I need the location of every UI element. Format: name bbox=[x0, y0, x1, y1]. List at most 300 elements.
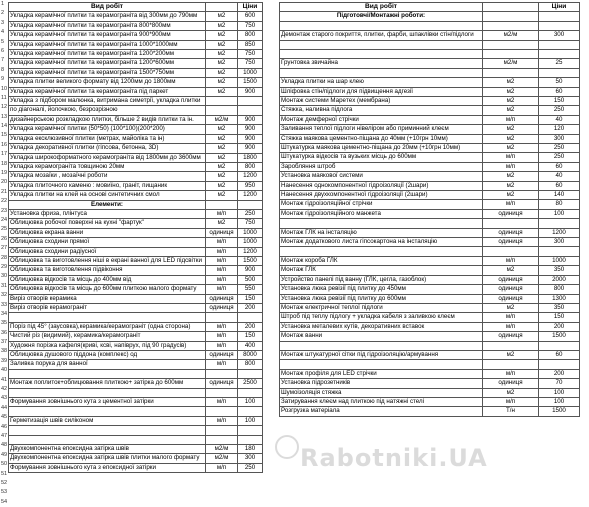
price-cell[interactable]: 60 bbox=[539, 350, 580, 359]
work-name-cell[interactable]: Розгрузка матеріала bbox=[280, 407, 483, 416]
unit-cell[interactable] bbox=[206, 313, 238, 322]
work-name-cell[interactable]: Укладка керамограніта товщиною 20мм bbox=[9, 162, 206, 171]
work-name-cell[interactable] bbox=[280, 50, 483, 59]
unit-cell[interactable]: м/п bbox=[206, 275, 238, 284]
price-cell[interactable]: 900 bbox=[238, 266, 263, 275]
work-name-cell[interactable]: Установка металевих кутів, декоративних вставок bbox=[280, 322, 483, 331]
price-cell[interactable]: 1000 bbox=[238, 68, 263, 77]
unit-cell[interactable]: м2 bbox=[483, 97, 539, 106]
unit-cell[interactable] bbox=[206, 388, 238, 397]
work-name-cell[interactable]: Виріз отворів керамика bbox=[9, 294, 206, 303]
row-number[interactable]: 41 bbox=[1, 376, 8, 383]
work-name-cell[interactable] bbox=[9, 313, 206, 322]
unit-cell[interactable]: м2 bbox=[483, 350, 539, 359]
price-cell[interactable]: 900 bbox=[238, 87, 263, 96]
price-cell[interactable]: 50 bbox=[539, 78, 580, 87]
row-number[interactable]: 4 bbox=[1, 29, 5, 36]
price-cell[interactable]: 600 bbox=[238, 12, 263, 21]
unit-cell[interactable]: м/п bbox=[483, 153, 539, 162]
price-cell[interactable] bbox=[539, 12, 580, 21]
price-cell[interactable]: 1000 bbox=[238, 228, 263, 237]
work-name-cell[interactable]: Монтаж гідроізоляційного манжета bbox=[280, 209, 483, 218]
header-price[interactable]: Ціни bbox=[238, 3, 263, 12]
work-name-cell[interactable]: Двухкомпонентна епоксидна затірка швів плитки малого формату bbox=[9, 454, 206, 463]
unit-cell[interactable]: м2 bbox=[206, 153, 238, 162]
section-label[interactable]: Елементи: bbox=[9, 200, 206, 209]
work-name-cell[interactable]: Шліфовка стін/підлоги для підвищення адгезії bbox=[280, 87, 483, 96]
row-number[interactable]: 25 bbox=[1, 226, 8, 233]
work-name-cell[interactable]: Формування зовнішнього кута з цементної затірки bbox=[9, 398, 206, 407]
unit-cell[interactable]: м2 bbox=[206, 40, 238, 49]
work-name-cell[interactable]: Облицювка робочої поверхні на кухні "фартук" bbox=[9, 219, 206, 228]
price-cell[interactable]: 250 bbox=[539, 144, 580, 153]
work-name-cell[interactable]: Художня порізка кафеля(криві, ксві, напіврух, під 90 градусів) bbox=[9, 341, 206, 350]
row-number[interactable]: 46 bbox=[1, 423, 8, 430]
row-number[interactable]: 29 bbox=[1, 263, 8, 270]
work-name-cell[interactable]: Установка підрозетників bbox=[280, 379, 483, 388]
unit-cell[interactable]: одиниця bbox=[206, 304, 238, 313]
unit-cell[interactable]: м2/м bbox=[206, 115, 238, 124]
unit-cell[interactable]: м2 bbox=[206, 191, 238, 200]
unit-cell[interactable] bbox=[483, 40, 539, 49]
work-name-cell[interactable]: Шумоізоляція стяжка bbox=[280, 388, 483, 397]
header-work-type[interactable]: Вид робіт bbox=[9, 3, 206, 12]
unit-cell[interactable]: одиниця bbox=[483, 294, 539, 303]
unit-cell[interactable]: м/п bbox=[206, 341, 238, 350]
section-label[interactable]: Підготовчі/Монтажні роботи: bbox=[280, 12, 483, 21]
price-cell[interactable] bbox=[539, 341, 580, 350]
price-cell[interactable]: 120 bbox=[539, 125, 580, 134]
work-name-cell[interactable]: Установка фриза, плінтуса bbox=[9, 209, 206, 218]
price-cell[interactable]: 900 bbox=[238, 134, 263, 143]
work-name-cell[interactable]: Формування зовнішнього кута з епоксидної затірки bbox=[9, 463, 206, 472]
row-number[interactable]: 50 bbox=[1, 461, 8, 468]
price-cell[interactable]: 150 bbox=[539, 313, 580, 322]
work-name-cell[interactable]: Укладка керамічної плитки та керамограніта під паркет bbox=[9, 87, 206, 96]
price-cell[interactable] bbox=[238, 97, 263, 106]
price-cell[interactable]: 150 bbox=[539, 97, 580, 106]
work-name-cell[interactable]: Двухкомпонентна епоксидна затірка швів bbox=[9, 445, 206, 454]
unit-cell[interactable]: м2/м bbox=[483, 31, 539, 40]
price-cell[interactable]: 250 bbox=[238, 209, 263, 218]
work-name-cell[interactable]: дизайнерською розкладкою плитки, більше 2 видів плитки та ін. bbox=[9, 115, 206, 124]
unit-cell[interactable]: м/п bbox=[483, 322, 539, 331]
work-name-cell[interactable]: Установка люка ревізії під плитку до 600мм bbox=[280, 294, 483, 303]
row-number[interactable]: 35 bbox=[1, 320, 8, 327]
price-cell[interactable]: 1500 bbox=[539, 332, 580, 341]
work-name-cell[interactable]: Стяжка маякова цементно-піщана до 40мм (+10грн 10мм) bbox=[280, 134, 483, 143]
unit-cell[interactable] bbox=[206, 106, 238, 115]
price-cell[interactable]: 800 bbox=[539, 285, 580, 294]
unit-cell[interactable]: м2 bbox=[206, 219, 238, 228]
unit-cell[interactable]: м2 bbox=[483, 172, 539, 181]
unit-cell[interactable] bbox=[206, 426, 238, 435]
row-number[interactable]: 9 bbox=[1, 76, 5, 83]
row-number[interactable]: 36 bbox=[1, 329, 8, 336]
price-cell[interactable]: 60 bbox=[539, 87, 580, 96]
row-number[interactable]: 11 bbox=[1, 94, 7, 101]
unit-cell[interactable]: м2 bbox=[206, 21, 238, 30]
price-cell[interactable] bbox=[238, 407, 263, 416]
price-cell[interactable] bbox=[539, 40, 580, 49]
work-name-cell[interactable]: Облицювка та виготовлення ніші в екрані ванної для LED підсвітки bbox=[9, 256, 206, 265]
work-name-cell[interactable]: Устройство панелі під ванну (ГЛК, цегла, газоблок) bbox=[280, 275, 483, 284]
row-number[interactable]: 19 bbox=[1, 170, 8, 177]
unit-cell[interactable]: м2 bbox=[206, 31, 238, 40]
price-cell[interactable]: 1200 bbox=[238, 247, 263, 256]
work-name-cell[interactable]: Облицювка сходини радіусної bbox=[9, 247, 206, 256]
price-cell[interactable]: 800 bbox=[238, 31, 263, 40]
price-cell[interactable]: 2000 bbox=[539, 275, 580, 284]
price-cell[interactable]: 300 bbox=[539, 134, 580, 143]
price-cell[interactable]: 100 bbox=[238, 416, 263, 425]
price-cell[interactable]: 400 bbox=[238, 341, 263, 350]
work-name-cell[interactable]: Монтаж демферної стрічки bbox=[280, 115, 483, 124]
unit-cell[interactable]: м2 bbox=[483, 181, 539, 190]
row-number[interactable]: 7 bbox=[1, 57, 5, 64]
unit-cell[interactable]: м/п bbox=[206, 416, 238, 425]
work-name-cell[interactable]: Монтаж електричної теплої підлоги bbox=[280, 303, 483, 312]
row-number[interactable]: 27 bbox=[1, 245, 8, 252]
work-name-cell[interactable]: Заробляння штроб bbox=[280, 162, 483, 171]
work-name-cell[interactable]: Монтаж ГЛК bbox=[280, 266, 483, 275]
header-price[interactable]: Ціни bbox=[539, 3, 580, 12]
unit-cell[interactable]: одиниця bbox=[483, 379, 539, 388]
work-name-cell[interactable]: Укладка керамічної плитки та керамограніта від 300мм до 790мм bbox=[9, 12, 206, 21]
work-name-cell[interactable]: Укладка з підбором малюнка, витримана симетрії, укладка плитки bbox=[9, 97, 206, 106]
work-name-cell[interactable] bbox=[9, 369, 206, 378]
row-number[interactable]: 6 bbox=[1, 47, 5, 54]
unit-cell[interactable]: м/п bbox=[206, 238, 238, 247]
row-number[interactable]: 1 bbox=[1, 1, 5, 7]
unit-cell[interactable]: одиниця bbox=[483, 238, 539, 247]
work-name-cell[interactable]: Облицювка екрана ванни bbox=[9, 228, 206, 237]
row-number[interactable]: 26 bbox=[1, 235, 8, 242]
work-name-cell[interactable]: Монтаж ГЛК на інсталяцію bbox=[280, 228, 483, 237]
price-cell[interactable]: 350 bbox=[539, 303, 580, 312]
unit-cell[interactable] bbox=[206, 369, 238, 378]
price-cell[interactable]: 70 bbox=[539, 379, 580, 388]
row-number[interactable]: 47 bbox=[1, 432, 8, 439]
unit-cell[interactable]: м/п bbox=[483, 397, 539, 406]
unit-cell[interactable] bbox=[483, 68, 539, 77]
work-name-cell[interactable]: Виріз отворів керамограніт bbox=[9, 304, 206, 313]
unit-cell[interactable]: м/п bbox=[483, 313, 539, 322]
unit-cell[interactable]: м/п bbox=[206, 463, 238, 472]
unit-cell[interactable] bbox=[483, 219, 539, 228]
unit-cell[interactable]: м/п bbox=[206, 256, 238, 265]
unit-cell[interactable]: м/п bbox=[206, 322, 238, 331]
price-cell[interactable]: 800 bbox=[238, 162, 263, 171]
work-name-cell[interactable] bbox=[9, 388, 206, 397]
row-number[interactable]: 38 bbox=[1, 348, 8, 355]
price-cell[interactable]: 350 bbox=[539, 266, 580, 275]
unit-cell[interactable] bbox=[206, 407, 238, 416]
row-number[interactable]: 23 bbox=[1, 207, 8, 214]
work-name-cell[interactable]: Грунтовка звичайна bbox=[280, 59, 483, 68]
price-cell[interactable]: 750 bbox=[238, 59, 263, 68]
price-cell[interactable] bbox=[238, 106, 263, 115]
price-cell[interactable]: 40 bbox=[539, 172, 580, 181]
work-name-cell[interactable] bbox=[280, 40, 483, 49]
unit-cell[interactable]: одиниця bbox=[483, 285, 539, 294]
unit-cell[interactable]: м2 bbox=[206, 87, 238, 96]
price-cell[interactable] bbox=[539, 68, 580, 77]
price-cell[interactable] bbox=[539, 50, 580, 59]
unit-cell[interactable]: м2 bbox=[206, 12, 238, 21]
work-name-cell[interactable] bbox=[280, 247, 483, 256]
work-name-cell[interactable]: Укладка керамічної плитки (50*50) (100*100)(200*200) bbox=[9, 125, 206, 134]
row-number[interactable]: 18 bbox=[1, 160, 8, 167]
work-name-cell[interactable]: Монтаж гідроізоляційної стрічки bbox=[280, 200, 483, 209]
unit-cell[interactable]: м2 bbox=[483, 106, 539, 115]
row-number[interactable]: 30 bbox=[1, 273, 8, 280]
row-number[interactable]: 37 bbox=[1, 339, 8, 346]
work-name-cell[interactable]: Монтаж додаткового листа гіпсокартона на інсталяцію bbox=[280, 238, 483, 247]
price-cell[interactable]: 1800 bbox=[238, 153, 263, 162]
work-name-cell[interactable]: Укладка керамічної плитки та керамограніта 800*800мм bbox=[9, 21, 206, 30]
row-number[interactable]: 45 bbox=[1, 414, 8, 421]
row-number[interactable]: 5 bbox=[1, 38, 5, 45]
price-cell[interactable]: 750 bbox=[238, 219, 263, 228]
row-number[interactable]: 8 bbox=[1, 66, 5, 73]
work-name-cell[interactable]: Укладка керамічної плитки та керамограніта 900*900мм bbox=[9, 31, 206, 40]
row-number[interactable]: 53 bbox=[1, 489, 8, 496]
price-cell[interactable]: 80 bbox=[539, 200, 580, 209]
unit-cell[interactable]: м2 bbox=[483, 125, 539, 134]
row-number[interactable]: 54 bbox=[1, 498, 8, 505]
work-name-cell[interactable]: Герметизація швів силіконом bbox=[9, 416, 206, 425]
row-number[interactable]: 43 bbox=[1, 395, 8, 402]
unit-cell[interactable]: м/п bbox=[206, 360, 238, 369]
price-cell[interactable]: 2500 bbox=[238, 379, 263, 388]
price-cell[interactable] bbox=[238, 200, 263, 209]
work-name-cell[interactable]: Укладка декоративної плитки (гіпсова, бетонна, 3D) bbox=[9, 144, 206, 153]
unit-cell[interactable]: м/п bbox=[483, 162, 539, 171]
work-name-cell[interactable] bbox=[280, 360, 483, 369]
unit-cell[interactable]: м/п bbox=[483, 256, 539, 265]
unit-cell[interactable]: одиниця bbox=[206, 351, 238, 360]
work-name-cell[interactable]: Укладка плитки великого формату від 1200мм до 1800мм bbox=[9, 78, 206, 87]
unit-cell[interactable]: м2 bbox=[206, 172, 238, 181]
row-number[interactable]: 39 bbox=[1, 357, 8, 364]
row-number[interactable]: 44 bbox=[1, 404, 8, 411]
row-number[interactable]: 31 bbox=[1, 282, 8, 289]
price-cell[interactable]: 1500 bbox=[539, 407, 580, 416]
unit-cell[interactable]: м2/м bbox=[483, 59, 539, 68]
work-name-cell[interactable]: Укладка мозаїки , мозаїчні роботи bbox=[9, 172, 206, 181]
unit-cell[interactable]: м2 bbox=[483, 78, 539, 87]
unit-cell[interactable]: м2/м bbox=[206, 454, 238, 463]
unit-cell[interactable]: одиниця bbox=[483, 228, 539, 237]
price-cell[interactable]: 1200 bbox=[539, 228, 580, 237]
price-cell[interactable]: 250 bbox=[539, 106, 580, 115]
work-name-cell[interactable]: Укладка керамічної плитки та керамограніта 1200*200мм bbox=[9, 50, 206, 59]
price-cell[interactable]: 100 bbox=[238, 398, 263, 407]
price-cell[interactable] bbox=[539, 360, 580, 369]
work-name-cell[interactable] bbox=[9, 435, 206, 444]
header-unit[interactable] bbox=[206, 3, 238, 12]
unit-cell[interactable] bbox=[483, 360, 539, 369]
unit-cell[interactable] bbox=[483, 21, 539, 30]
work-name-cell[interactable]: Укладка керамічної плитки та керамограніта 1500*750мм bbox=[9, 68, 206, 77]
price-cell[interactable]: 300 bbox=[539, 238, 580, 247]
price-cell[interactable]: 750 bbox=[238, 21, 263, 30]
row-number[interactable]: 40 bbox=[1, 367, 8, 374]
unit-cell[interactable]: м2 bbox=[483, 134, 539, 143]
row-number[interactable]: 3 bbox=[1, 19, 5, 26]
price-cell[interactable] bbox=[238, 435, 263, 444]
work-name-cell[interactable]: Заливання теплої підлоги нівеліром або приминний клеєм bbox=[280, 125, 483, 134]
unit-cell[interactable]: одиниця bbox=[483, 332, 539, 341]
unit-cell[interactable]: м2/м bbox=[206, 445, 238, 454]
work-name-cell[interactable] bbox=[9, 407, 206, 416]
unit-cell[interactable]: м2 bbox=[206, 134, 238, 143]
row-number[interactable]: 34 bbox=[1, 310, 8, 317]
work-name-cell[interactable]: Укладка плитки на шар клею bbox=[280, 78, 483, 87]
unit-cell[interactable]: м/п bbox=[206, 209, 238, 218]
unit-cell[interactable]: м2 bbox=[483, 266, 539, 275]
work-name-cell[interactable]: Демонтаж старого покриття, плитки, фарби, шпаклівки стін/підлоги bbox=[280, 31, 483, 40]
work-name-cell[interactable]: Штукатурка маякова цементно-піщана до 20мм (+10грн 10мм) bbox=[280, 144, 483, 153]
unit-cell[interactable]: м2 bbox=[483, 388, 539, 397]
unit-cell[interactable]: м2 bbox=[483, 87, 539, 96]
price-cell[interactable]: 1300 bbox=[539, 294, 580, 303]
work-name-cell[interactable]: Укладка ексклюзивної плитки (метрах, майоліка та ін) bbox=[9, 134, 206, 143]
price-cell[interactable]: 1000 bbox=[539, 256, 580, 265]
price-cell[interactable]: 250 bbox=[539, 153, 580, 162]
price-cell[interactable]: 140 bbox=[539, 191, 580, 200]
unit-cell[interactable]: м2 bbox=[206, 125, 238, 134]
row-number[interactable]: 12 bbox=[1, 104, 8, 111]
price-cell[interactable]: 100 bbox=[539, 209, 580, 218]
work-name-cell[interactable]: Монтаж поплиток+облицювання плиткою+ затірка до 600мм bbox=[9, 379, 206, 388]
row-number[interactable]: 13 bbox=[1, 113, 8, 120]
price-cell[interactable]: 200 bbox=[238, 304, 263, 313]
row-number[interactable]: 20 bbox=[1, 179, 8, 186]
price-cell[interactable]: 60 bbox=[539, 162, 580, 171]
row-number[interactable]: 2 bbox=[1, 10, 5, 17]
work-name-cell[interactable]: Облицювка відкосів та місць до 600мм плиткою малого формату bbox=[9, 285, 206, 294]
unit-cell[interactable]: м/п bbox=[483, 115, 539, 124]
work-name-cell[interactable]: Штукатурка відкосів та вузьких місць до 600мм bbox=[280, 153, 483, 162]
unit-cell[interactable]: одиниця bbox=[206, 294, 238, 303]
unit-cell[interactable]: Т/н bbox=[483, 407, 539, 416]
price-cell[interactable]: 550 bbox=[238, 285, 263, 294]
work-name-cell[interactable] bbox=[280, 68, 483, 77]
unit-cell[interactable]: м2 bbox=[483, 191, 539, 200]
work-name-cell[interactable] bbox=[280, 341, 483, 350]
price-cell[interactable] bbox=[238, 369, 263, 378]
work-name-cell[interactable]: Облицювка відкосів та місць до 400мм від bbox=[9, 275, 206, 284]
row-number[interactable]: 21 bbox=[1, 188, 8, 195]
row-number[interactable]: 22 bbox=[1, 198, 8, 205]
price-cell[interactable]: 500 bbox=[238, 275, 263, 284]
price-cell[interactable] bbox=[539, 219, 580, 228]
unit-cell[interactable]: м2 bbox=[206, 78, 238, 87]
row-number[interactable]: 24 bbox=[1, 216, 8, 223]
price-cell[interactable]: 150 bbox=[238, 332, 263, 341]
header-unit[interactable] bbox=[483, 3, 539, 12]
unit-cell[interactable]: м/п bbox=[483, 369, 539, 378]
work-name-cell[interactable]: Монтаж профіля для LED стрічки bbox=[280, 369, 483, 378]
unit-cell[interactable]: одиниця bbox=[483, 209, 539, 218]
unit-cell[interactable]: м2 bbox=[206, 50, 238, 59]
unit-cell[interactable] bbox=[483, 247, 539, 256]
price-cell[interactable]: 300 bbox=[539, 31, 580, 40]
price-cell[interactable] bbox=[238, 426, 263, 435]
unit-cell[interactable] bbox=[206, 200, 238, 209]
unit-cell[interactable]: м/п bbox=[206, 247, 238, 256]
work-name-cell[interactable]: Монтаж системи Маpeтex (мембрана) bbox=[280, 97, 483, 106]
unit-cell[interactable]: м2 bbox=[206, 68, 238, 77]
price-cell[interactable]: 750 bbox=[238, 50, 263, 59]
unit-cell[interactable] bbox=[483, 341, 539, 350]
unit-cell[interactable]: м/п bbox=[206, 332, 238, 341]
unit-cell[interactable] bbox=[206, 97, 238, 106]
unit-cell[interactable]: одиниця bbox=[483, 275, 539, 284]
row-number[interactable]: 17 bbox=[1, 151, 8, 158]
work-name-cell[interactable] bbox=[280, 21, 483, 30]
work-name-cell[interactable]: Затирування клеєм над плиткою під натяжні стелі bbox=[280, 397, 483, 406]
work-name-cell[interactable]: Стяжка, наливна підлога bbox=[280, 106, 483, 115]
unit-cell[interactable]: м2 bbox=[206, 181, 238, 190]
work-name-cell[interactable]: Облицювка сходини прямої bbox=[9, 238, 206, 247]
work-name-cell[interactable] bbox=[9, 426, 206, 435]
work-name-cell[interactable]: Штроб під теплу підлогу + укладка кабеля з заливкою клеєм bbox=[280, 313, 483, 322]
work-name-cell[interactable] bbox=[280, 219, 483, 228]
work-name-cell[interactable]: Монтаж штукатурної сітки під гідроізоляцію/армування bbox=[280, 350, 483, 359]
work-name-cell[interactable]: Монтаж ванни bbox=[280, 332, 483, 341]
price-cell[interactable] bbox=[238, 388, 263, 397]
price-cell[interactable]: 180 bbox=[238, 445, 263, 454]
row-number[interactable]: 10 bbox=[1, 85, 8, 92]
price-cell[interactable]: 60 bbox=[539, 181, 580, 190]
row-number[interactable]: 15 bbox=[1, 132, 8, 139]
price-cell[interactable]: 8000 bbox=[238, 351, 263, 360]
work-name-cell[interactable]: Поріз під 45° (заусовка),керамика/керамограніт (одна сторона) bbox=[9, 322, 206, 331]
work-name-cell[interactable]: Установка люка ревізії під плитку до 450мм bbox=[280, 285, 483, 294]
price-cell[interactable]: 1200 bbox=[238, 191, 263, 200]
price-cell[interactable] bbox=[238, 313, 263, 322]
price-cell[interactable]: 950 bbox=[238, 181, 263, 190]
work-name-cell[interactable]: Укладка керамічної плитки та керамограніта 1000*1000мм bbox=[9, 40, 206, 49]
price-cell[interactable] bbox=[539, 247, 580, 256]
work-name-cell[interactable]: Нанесення однокомпонентної гідроізоляції (2шари) bbox=[280, 181, 483, 190]
unit-cell[interactable] bbox=[483, 50, 539, 59]
price-cell[interactable]: 900 bbox=[238, 115, 263, 124]
price-cell[interactable]: 1500 bbox=[238, 256, 263, 265]
price-cell[interactable]: 200 bbox=[539, 322, 580, 331]
price-cell[interactable]: 1200 bbox=[238, 172, 263, 181]
row-number[interactable]: 49 bbox=[1, 451, 8, 458]
header-work-type[interactable]: Вид робіт bbox=[280, 3, 483, 12]
row-number[interactable]: 42 bbox=[1, 386, 8, 393]
price-cell[interactable]: 25 bbox=[539, 59, 580, 68]
price-cell[interactable]: 100 bbox=[539, 388, 580, 397]
work-name-cell[interactable]: Облицювка душового піддона (комплекс) од bbox=[9, 351, 206, 360]
price-cell[interactable]: 300 bbox=[238, 454, 263, 463]
unit-cell[interactable] bbox=[206, 435, 238, 444]
unit-cell[interactable]: одиниця bbox=[206, 379, 238, 388]
unit-cell[interactable]: м2 bbox=[206, 59, 238, 68]
row-number[interactable]: 28 bbox=[1, 254, 8, 261]
work-name-cell[interactable]: Укладка плитки на клей на основі синтетичних смол bbox=[9, 191, 206, 200]
unit-cell[interactable]: одиниця bbox=[206, 228, 238, 237]
unit-cell[interactable]: м2 bbox=[483, 303, 539, 312]
unit-cell[interactable] bbox=[483, 12, 539, 21]
unit-cell[interactable]: м/п bbox=[483, 200, 539, 209]
